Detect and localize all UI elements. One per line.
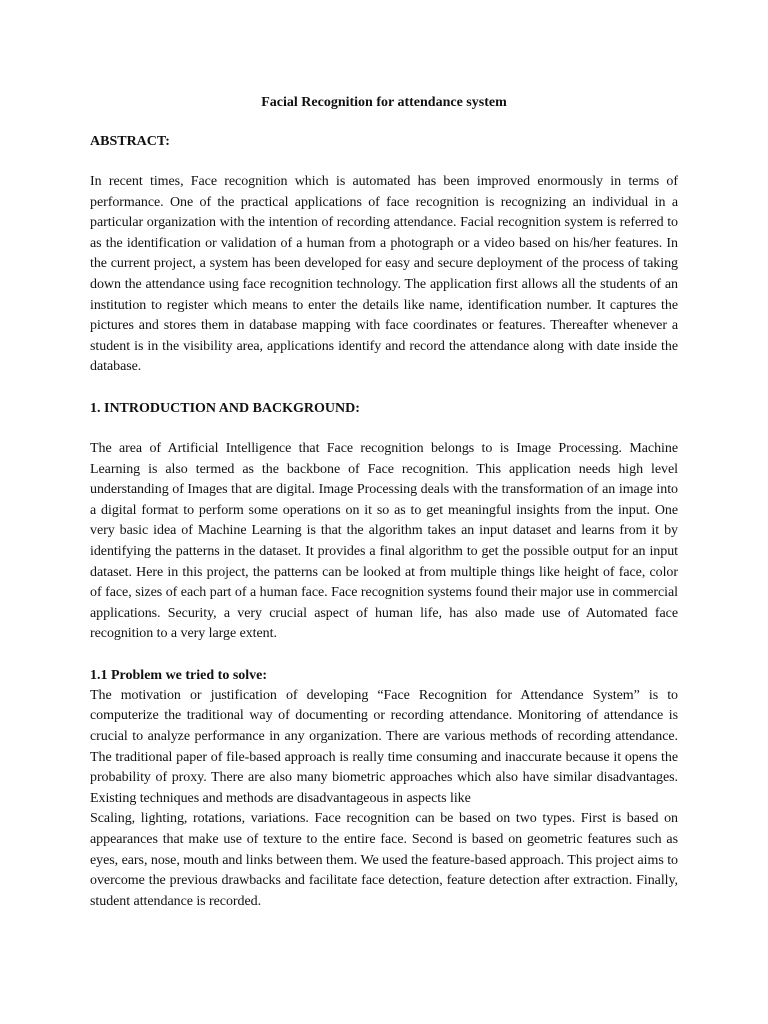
problem-heading: 1.1 Problem we tried to solve: <box>90 667 268 683</box>
abstract-heading: ABSTRACT: <box>90 134 170 149</box>
abstract-paragraph: In recent times, Face recognition which is automated has been improved enormously in terms of performance. One of the practical applications of face recognition is recognizing an individual in a particular organization with the intention of recording attendance. Facial recognition system is referred to as the identification or validation of a human from a photograph or a video based on his/her features. In the current project, a system has been developed for easy and secure deployment of the process of taking down the attendance using face recognition technology. The application first allows all the students of an institution to register which means to enter the details like name, identification number. It captures the pictures and stores them in database mapping with face coordinates or features. Thereafter whenever a student is in the visibility area, applications identify and record the attendance along with date inside the database. <box>90 174 678 375</box>
problem-paragraph-1: The motivation or justification of developing “Face Recognition for Attendance System” is to computerize the traditional way of documenting or recording attendance. Monitoring of attendance is crucial to analyze performance in any organization. There are various methods of recording attendance. The traditional paper of file-based approach is really time consuming and inaccurate because it opens the probability of proxy. There are also many biometric approaches which also have similar disadvantages. Existing techniques and methods are disadvantageous in aspects like <box>90 687 678 806</box>
introduction-paragraph: The area of Artificial Intelligence that Face recognition belongs to is Image Processing. Machine Learning is also termed as the backbone of Face recognition. This application needs high level understanding of Images that are digital. Image Processing deals with the transformation of an image into a digital format to perform some operations on it so as to get meaningful insights from the input. One very basic idea of Machine Learning is that the algorithm takes an input dataset and learns from it by identifying the patterns in the dataset. It provides a final algorithm to get the possible output for an input dataset. Here in this project, the patterns can be looked at from multiple things like height of face, color of face, sizes of each part of a human face. Face recognition systems found their major use in commercial applications. Security, a very crucial aspect of human life, has also made use of Automated face recognition to a very large extent. <box>90 440 678 642</box>
problem-paragraph-2: Scaling, lighting, rotations, variations. Face recognition can be based on two types. First is based on appearances that make use of texture to the entire face. Second is based on geometric features such as eyes, ears, nose, mouth and links between them. We used the feature-based approach. This project aims to overcome the previous drawbacks and facilitate face detection, feature detection after extraction. Finally, student attendance is recorded. <box>90 811 678 909</box>
introduction-heading: 1. INTRODUCTION AND BACKGROUND: <box>90 400 360 416</box>
document-title: Facial Recognition for attendance system <box>261 95 507 110</box>
